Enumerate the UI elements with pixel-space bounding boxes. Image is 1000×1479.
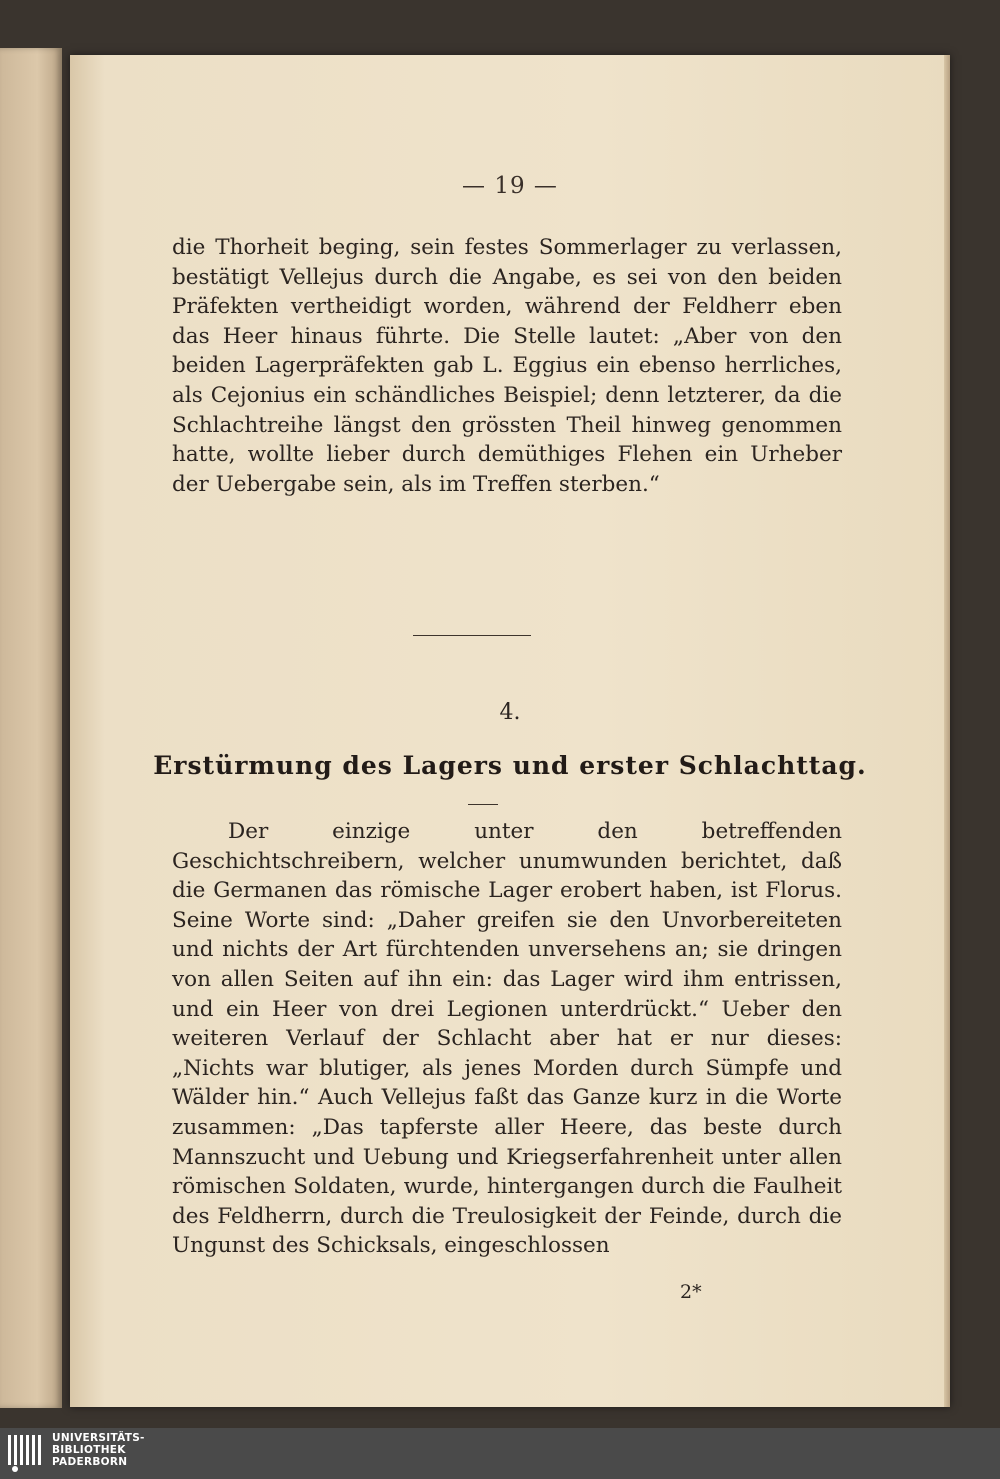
- library-footer-bar: [0, 1428, 1000, 1479]
- page-edge-shadow: [944, 55, 950, 1407]
- facing-page-edge: [0, 48, 62, 1408]
- library-logo-icon: [6, 1431, 44, 1473]
- signature-mark: 2*: [680, 1281, 702, 1303]
- book-page: [70, 55, 950, 1407]
- logo-line-3: PADERBORN: [52, 1456, 128, 1468]
- paragraph-section-body: Der einzige unter den betreffenden Geschichtschreibern, welcher unumwunden berichtet, daß die Germanen das römische Lager erobert haben, ist Florus. Seine Worte sind: „Daher greifen sie den Unvorbereiteten und nichts der Art fürchtenden unversehens an; sie dringen von allen Seiten auf ihn ein: das Lager wird ihm entrissen, und ein Heer von drei Legionen unterdrückt.“ Ueber den weiteren Verlauf der Schlacht aber hat er nur dieses: „Nichts war blutiger, als jenes Morden durch Sümpfe und Wälder hin.“ Auch Vellejus faßt das Ganze kurz in die Worte zusammen: „Das tapferste aller Heere, das beste durch Mannszucht und Uebung und Kriegserfahrenheit unter allen römischen Soldaten, wurde, hintergangen durch die Faulheit des Feldherrn, durch die Treulosigkeit der Feinde, durch die Ungunst des Schicksals, eingeschlossen: [172, 819, 842, 1259]
- section-divider: [413, 635, 531, 636]
- page-number: — 19 —: [462, 173, 558, 199]
- logo-line-2: BIBLIOTHEK: [52, 1444, 126, 1456]
- logo-line-1: UNIVERSITÄTS-: [52, 1432, 145, 1444]
- section-number: 4.: [499, 700, 521, 725]
- paragraph-continuation: die Thorheit beging, sein festes Sommerlager zu verlassen, bestätigt Vellejus durch die Angabe, es sei von den beiden Präfekten vertheidigt worden, während der Feldherr eben das Heer hinaus führte. Die Stelle lautet: „Aber von den beiden Lagerpräfekten gab L. Eggius ein ebenso herrliches, als Cejonius ein schändliches Beispiel; denn letzterer, da die Schlachtreihe längst den grössten Theil hinweg genommen hatte, wollte lieber durch demüthiges Flehen ein Urheber der Uebergabe sein, als im Treffen sterben.“: [172, 235, 842, 497]
- library-logo-text: [52, 1432, 145, 1468]
- title-underline: [468, 804, 498, 805]
- section-title: Erstürmung des Lagers und erster Schlachttag.: [153, 751, 867, 780]
